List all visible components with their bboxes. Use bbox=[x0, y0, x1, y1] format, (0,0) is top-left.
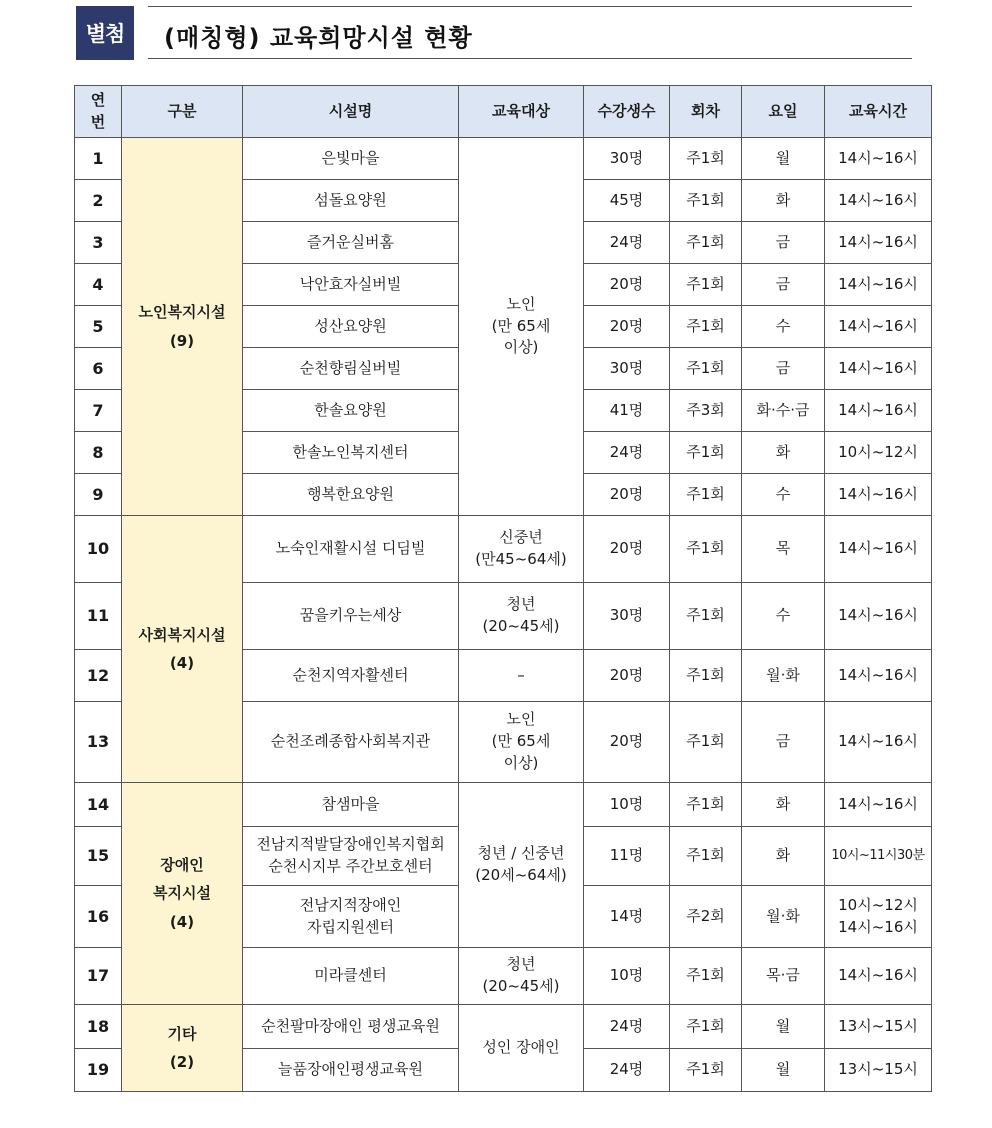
row-number-cell-text: 14 bbox=[86, 794, 110, 814]
students-cell-text: 11명 bbox=[609, 846, 644, 865]
frequency-cell-text: 주1회 bbox=[686, 1016, 725, 1035]
weekday-cell bbox=[742, 948, 825, 1005]
time-cell-text: 14시~16시 bbox=[838, 316, 918, 335]
weekday-cell bbox=[742, 516, 825, 583]
row-number-cell bbox=[75, 306, 122, 348]
facility-name-cell bbox=[243, 783, 459, 827]
target-cell bbox=[459, 1005, 584, 1092]
students-cell-text: 41명 bbox=[609, 400, 644, 419]
frequency-cell-text: 주1회 bbox=[686, 665, 725, 684]
students-cell-text: 20명 bbox=[609, 274, 644, 293]
students-cell-text: 30명 bbox=[609, 358, 644, 377]
row-number-cell bbox=[75, 474, 122, 516]
target-cell-text: 청년 / 신중년 (20세~64세) bbox=[475, 844, 567, 884]
facility-name-cell-text: 행복한요양원 bbox=[307, 484, 394, 503]
weekday-cell bbox=[742, 306, 825, 348]
weekday-cell-text: 월 bbox=[775, 148, 791, 167]
category-cell bbox=[122, 783, 243, 1005]
frequency-cell bbox=[670, 222, 742, 264]
target-cell-text: 청년 (20~45세) bbox=[482, 595, 560, 635]
time-cell bbox=[825, 222, 932, 264]
time-cell-text: 14시~16시 bbox=[838, 665, 918, 684]
facility-name-cell bbox=[243, 516, 459, 583]
header-cell: 연 번 bbox=[75, 86, 122, 138]
target-cell bbox=[459, 650, 584, 702]
students-cell bbox=[584, 432, 670, 474]
row-number-cell-text: 19 bbox=[86, 1060, 110, 1080]
students-cell-text: 30명 bbox=[609, 606, 644, 625]
frequency-cell bbox=[670, 583, 742, 650]
students-cell-text: 10명 bbox=[609, 966, 644, 985]
frequency-cell-text: 주1회 bbox=[686, 966, 725, 985]
frequency-cell bbox=[670, 1005, 742, 1049]
frequency-cell-text: 주1회 bbox=[686, 442, 725, 461]
facility-name-cell bbox=[243, 180, 459, 222]
row-number-cell-text: 13 bbox=[86, 732, 110, 752]
row-number-cell bbox=[75, 264, 122, 306]
frequency-cell bbox=[670, 948, 742, 1005]
time-cell bbox=[825, 180, 932, 222]
time-cell bbox=[825, 390, 932, 432]
page-title: (매칭형) 교육희망시설 현황 bbox=[164, 24, 473, 52]
row-number-cell bbox=[75, 827, 122, 886]
frequency-cell-text: 주3회 bbox=[686, 400, 725, 419]
students-cell bbox=[584, 516, 670, 583]
weekday-cell bbox=[742, 222, 825, 264]
students-cell-text: 20명 bbox=[609, 484, 644, 503]
frequency-cell-text: 주1회 bbox=[686, 606, 725, 625]
time-cell bbox=[825, 264, 932, 306]
category-cell-text: 장애인 복지시설 (4) bbox=[153, 855, 211, 931]
table-row bbox=[75, 783, 932, 827]
weekday-cell-text: 화 bbox=[775, 794, 791, 813]
row-number-cell-text: 7 bbox=[92, 400, 104, 420]
target-cell-text: 노인 (만 65세 이상) bbox=[491, 710, 551, 772]
time-cell bbox=[825, 138, 932, 180]
header-cell: 교육대상 bbox=[459, 86, 584, 138]
time-cell bbox=[825, 474, 932, 516]
title-rule-top bbox=[148, 6, 912, 7]
table-row bbox=[75, 138, 932, 180]
title-rule-bottom bbox=[148, 58, 912, 59]
frequency-cell-text: 주1회 bbox=[686, 316, 725, 335]
time-cell bbox=[825, 948, 932, 1005]
frequency-cell-text: 주1회 bbox=[686, 794, 725, 813]
facility-name-cell bbox=[243, 222, 459, 264]
weekday-cell bbox=[742, 138, 825, 180]
weekday-cell-text: 금 bbox=[775, 358, 791, 377]
row-number-cell bbox=[75, 432, 122, 474]
facility-name-cell bbox=[243, 702, 459, 783]
students-cell-text: 20명 bbox=[609, 539, 644, 558]
category-cell bbox=[122, 1005, 243, 1092]
weekday-cell-text: 화·수·금 bbox=[756, 400, 810, 419]
category-cell-text: 기타 (2) bbox=[167, 1024, 197, 1071]
time-cell bbox=[825, 348, 932, 390]
weekday-cell bbox=[742, 783, 825, 827]
facility-name-cell-text: 꿈을키우는세상 bbox=[299, 606, 402, 625]
students-cell-text: 20명 bbox=[609, 732, 644, 751]
target-cell bbox=[459, 702, 584, 783]
time-cell bbox=[825, 650, 932, 702]
frequency-cell bbox=[670, 390, 742, 432]
row-number-cell bbox=[75, 222, 122, 264]
weekday-cell-text: 화 bbox=[775, 846, 791, 865]
frequency-cell bbox=[670, 650, 742, 702]
students-cell bbox=[584, 783, 670, 827]
students-cell-text: 45명 bbox=[609, 190, 644, 209]
frequency-cell bbox=[670, 306, 742, 348]
target-cell bbox=[459, 516, 584, 583]
target-cell bbox=[459, 948, 584, 1005]
row-number-cell-text: 4 bbox=[92, 274, 104, 294]
frequency-cell bbox=[670, 516, 742, 583]
students-cell bbox=[584, 702, 670, 783]
table-row bbox=[75, 1005, 932, 1049]
weekday-cell bbox=[742, 886, 825, 948]
time-cell-text: 14시~16시 bbox=[838, 190, 918, 209]
weekday-cell-text: 수 bbox=[775, 484, 791, 503]
time-cell-text: 10시~12시 bbox=[838, 442, 918, 461]
facility-name-cell bbox=[243, 264, 459, 306]
weekday-cell-text: 월 bbox=[775, 1016, 791, 1035]
weekday-cell bbox=[742, 474, 825, 516]
weekday-cell bbox=[742, 1049, 825, 1092]
time-cell-text: 10시~12시 14시~16시 bbox=[838, 895, 918, 936]
header-cell: 요일 bbox=[742, 86, 825, 138]
facility-name-cell bbox=[243, 948, 459, 1005]
category-cell bbox=[122, 516, 243, 783]
category-cell-text: 노인복지시설 (9) bbox=[138, 303, 226, 350]
time-cell bbox=[825, 702, 932, 783]
weekday-cell bbox=[742, 432, 825, 474]
facility-name-cell-text: 즐거운실버홈 bbox=[307, 232, 394, 251]
students-cell bbox=[584, 583, 670, 650]
time-cell bbox=[825, 306, 932, 348]
time-cell-text: 14시~16시 bbox=[838, 794, 918, 813]
time-cell-text: 10시~11시30분 bbox=[831, 847, 925, 863]
facility-name-cell-text: 한솔요양원 bbox=[314, 400, 387, 419]
facility-name-cell bbox=[243, 650, 459, 702]
students-cell bbox=[584, 264, 670, 306]
students-cell-text: 24명 bbox=[609, 1016, 644, 1035]
students-cell-text: 14명 bbox=[609, 906, 644, 925]
facility-name-cell bbox=[243, 1005, 459, 1049]
target-cell-text: – bbox=[517, 665, 525, 684]
attachment-badge: 별첨 bbox=[76, 6, 134, 60]
facility-name-cell bbox=[243, 886, 459, 948]
weekday-cell bbox=[742, 348, 825, 390]
row-number-cell bbox=[75, 886, 122, 948]
facility-name-cell bbox=[243, 474, 459, 516]
students-cell bbox=[584, 180, 670, 222]
row-number-cell bbox=[75, 1049, 122, 1092]
header-cell: 시설명 bbox=[243, 86, 459, 138]
row-number-cell bbox=[75, 583, 122, 650]
frequency-cell-text: 주1회 bbox=[686, 148, 725, 167]
students-cell bbox=[584, 886, 670, 948]
facility-name-cell bbox=[243, 138, 459, 180]
students-cell-text: 20명 bbox=[609, 665, 644, 684]
time-cell-text: 14시~16시 bbox=[838, 400, 918, 419]
target-cell bbox=[459, 583, 584, 650]
time-cell bbox=[825, 827, 932, 886]
facility-name-cell bbox=[243, 306, 459, 348]
frequency-cell bbox=[670, 264, 742, 306]
weekday-cell bbox=[742, 390, 825, 432]
facility-name-cell-text: 노숙인재활시설 디딤빌 bbox=[275, 539, 426, 558]
row-number-cell bbox=[75, 948, 122, 1005]
time-cell-text: 13시~15시 bbox=[838, 1060, 918, 1079]
table-header-row bbox=[75, 86, 932, 138]
row-number-cell-text: 10 bbox=[86, 539, 110, 559]
facility-name-cell-text: 순천향림실버빌 bbox=[299, 358, 402, 377]
facility-name-cell-text: 은빛마을 bbox=[321, 148, 380, 167]
time-cell bbox=[825, 783, 932, 827]
facility-name-cell-text: 낙안효자실버빌 bbox=[299, 274, 402, 293]
row-number-cell-text: 6 bbox=[92, 358, 104, 378]
frequency-cell-text: 주1회 bbox=[686, 539, 725, 558]
target-cell-text: 성인 장애인 bbox=[482, 1038, 560, 1057]
row-number-cell bbox=[75, 138, 122, 180]
row-number-cell bbox=[75, 650, 122, 702]
facility-name-cell bbox=[243, 390, 459, 432]
time-cell-text: 14시~16시 bbox=[838, 732, 918, 751]
row-number-cell bbox=[75, 390, 122, 432]
frequency-cell bbox=[670, 702, 742, 783]
frequency-cell bbox=[670, 138, 742, 180]
frequency-cell bbox=[670, 474, 742, 516]
frequency-cell-text: 주1회 bbox=[686, 274, 725, 293]
row-number-cell bbox=[75, 702, 122, 783]
students-cell bbox=[584, 348, 670, 390]
row-number-cell-text: 9 bbox=[92, 484, 104, 504]
time-cell-text: 14시~16시 bbox=[838, 606, 918, 625]
frequency-cell-text: 주1회 bbox=[686, 1060, 725, 1079]
document-header bbox=[76, 6, 912, 60]
facility-name-cell bbox=[243, 432, 459, 474]
facility-name-cell-text: 순천팔마장애인 평생교육원 bbox=[261, 1016, 440, 1035]
target-cell-text: 신중년 (만45~64세) bbox=[475, 528, 567, 568]
facility-name-cell-text: 전남지적장애인 자립지원센터 bbox=[299, 895, 402, 936]
frequency-cell bbox=[670, 180, 742, 222]
frequency-cell bbox=[670, 783, 742, 827]
weekday-cell bbox=[742, 583, 825, 650]
row-number-cell-text: 5 bbox=[92, 316, 104, 336]
row-number-cell bbox=[75, 783, 122, 827]
time-cell bbox=[825, 432, 932, 474]
row-number-cell bbox=[75, 180, 122, 222]
time-cell bbox=[825, 886, 932, 948]
row-number-cell bbox=[75, 348, 122, 390]
row-number-cell-text: 17 bbox=[86, 966, 110, 986]
students-cell bbox=[584, 306, 670, 348]
students-cell-text: 24명 bbox=[609, 442, 644, 461]
weekday-cell bbox=[742, 264, 825, 306]
students-cell-text: 24명 bbox=[609, 232, 644, 251]
students-cell bbox=[584, 390, 670, 432]
table-row bbox=[75, 516, 932, 583]
facility-table bbox=[74, 85, 932, 1092]
students-cell-text: 24명 bbox=[609, 1060, 644, 1079]
time-cell bbox=[825, 1049, 932, 1092]
time-cell-text: 14시~16시 bbox=[838, 232, 918, 251]
students-cell bbox=[584, 222, 670, 264]
weekday-cell-text: 목 bbox=[775, 539, 791, 558]
frequency-cell-text: 주1회 bbox=[686, 358, 725, 377]
time-cell-text: 14시~16시 bbox=[838, 274, 918, 293]
weekday-cell-text: 목·금 bbox=[766, 966, 800, 985]
header-cell: 교육시간 bbox=[825, 86, 932, 138]
weekday-cell-text: 월·화 bbox=[766, 906, 800, 925]
header-cell: 구분 bbox=[122, 86, 243, 138]
facility-name-cell-text: 미라클센터 bbox=[314, 966, 387, 985]
row-number-cell-text: 2 bbox=[92, 190, 104, 210]
header-cell: 수강생수 bbox=[584, 86, 670, 138]
row-number-cell-text: 3 bbox=[92, 232, 104, 252]
time-cell-text: 14시~16시 bbox=[838, 966, 918, 985]
students-cell-text: 20명 bbox=[609, 316, 644, 335]
target-cell bbox=[459, 783, 584, 948]
weekday-cell bbox=[742, 1005, 825, 1049]
weekday-cell bbox=[742, 180, 825, 222]
frequency-cell bbox=[670, 827, 742, 886]
frequency-cell-text: 주1회 bbox=[686, 846, 725, 865]
target-cell-text: 청년 (20~45세) bbox=[482, 955, 560, 995]
weekday-cell-text: 금 bbox=[775, 732, 791, 751]
time-cell bbox=[825, 516, 932, 583]
weekday-cell-text: 수 bbox=[775, 316, 791, 335]
weekday-cell-text: 월·화 bbox=[766, 665, 800, 684]
students-cell-text: 10명 bbox=[609, 794, 644, 813]
category-cell-text: 사회복지시설 (4) bbox=[138, 625, 226, 672]
facility-name-cell-text: 성산요양원 bbox=[314, 316, 387, 335]
row-number-cell-text: 12 bbox=[86, 665, 110, 685]
facility-name-cell bbox=[243, 1049, 459, 1092]
facility-name-cell-text: 순천조례종합사회복지관 bbox=[270, 732, 431, 751]
facility-name-cell bbox=[243, 348, 459, 390]
facility-name-cell-text: 참샘마을 bbox=[321, 794, 380, 813]
weekday-cell-text: 수 bbox=[775, 606, 791, 625]
row-number-cell-text: 11 bbox=[86, 606, 110, 626]
row-number-cell bbox=[75, 1005, 122, 1049]
students-cell bbox=[584, 827, 670, 886]
frequency-cell bbox=[670, 886, 742, 948]
facility-name-cell-text: 순천지역자활센터 bbox=[292, 665, 409, 684]
row-number-cell-text: 16 bbox=[86, 906, 110, 926]
time-cell-text: 14시~16시 bbox=[838, 539, 918, 558]
students-cell bbox=[584, 474, 670, 516]
frequency-cell bbox=[670, 432, 742, 474]
frequency-cell-text: 주2회 bbox=[686, 906, 725, 925]
weekday-cell bbox=[742, 827, 825, 886]
weekday-cell-text: 금 bbox=[775, 232, 791, 251]
time-cell-text: 14시~16시 bbox=[838, 358, 918, 377]
header-cell: 회차 bbox=[670, 86, 742, 138]
time-cell bbox=[825, 583, 932, 650]
frequency-cell-text: 주1회 bbox=[686, 232, 725, 251]
category-cell bbox=[122, 138, 243, 516]
students-cell bbox=[584, 138, 670, 180]
facility-name-cell-text: 전남지적발달장애인복지협회 순천시지부 주간보호센터 bbox=[256, 835, 445, 875]
students-cell bbox=[584, 948, 670, 1005]
facility-name-cell-text: 늘품장애인평생교육원 bbox=[278, 1060, 423, 1079]
time-cell-text: 14시~16시 bbox=[838, 484, 918, 503]
students-cell bbox=[584, 650, 670, 702]
students-cell bbox=[584, 1005, 670, 1049]
facility-name-cell-text: 섬돌요양원 bbox=[314, 190, 387, 209]
weekday-cell-text: 월 bbox=[775, 1060, 791, 1079]
students-cell bbox=[584, 1049, 670, 1092]
row-number-cell-text: 18 bbox=[86, 1016, 110, 1036]
target-cell bbox=[459, 138, 584, 516]
weekday-cell-text: 화 bbox=[775, 442, 791, 461]
weekday-cell bbox=[742, 702, 825, 783]
frequency-cell bbox=[670, 348, 742, 390]
facility-name-cell bbox=[243, 583, 459, 650]
weekday-cell-text: 금 bbox=[775, 274, 791, 293]
weekday-cell-text: 화 bbox=[775, 190, 791, 209]
time-cell bbox=[825, 1005, 932, 1049]
weekday-cell bbox=[742, 650, 825, 702]
row-number-cell bbox=[75, 516, 122, 583]
target-cell-text: 노인 (만 65세 이상) bbox=[491, 294, 551, 357]
facility-name-cell bbox=[243, 827, 459, 886]
frequency-cell bbox=[670, 1049, 742, 1092]
students-cell-text: 30명 bbox=[609, 148, 644, 167]
frequency-cell-text: 주1회 bbox=[686, 732, 725, 751]
facility-name-cell-text: 한솔노인복지센터 bbox=[292, 442, 409, 461]
frequency-cell-text: 주1회 bbox=[686, 484, 725, 503]
row-number-cell-text: 15 bbox=[86, 846, 110, 866]
time-cell-text: 14시~16시 bbox=[838, 148, 918, 167]
row-number-cell-text: 8 bbox=[92, 442, 104, 462]
time-cell-text: 13시~15시 bbox=[838, 1016, 918, 1035]
row-number-cell-text: 1 bbox=[92, 148, 104, 168]
frequency-cell-text: 주1회 bbox=[686, 190, 725, 209]
